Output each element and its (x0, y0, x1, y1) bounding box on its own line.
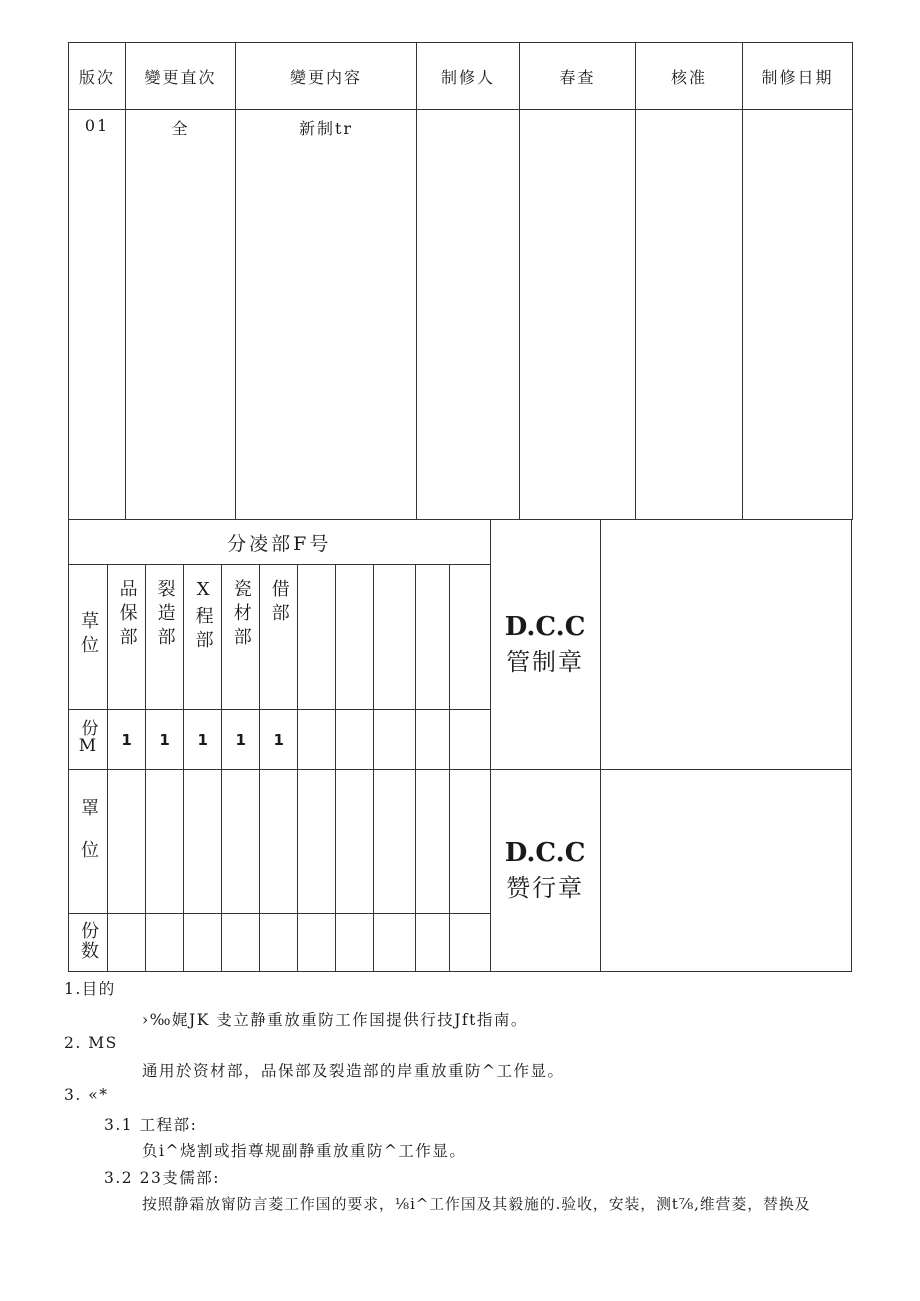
unit-label-2: 罩位 (78, 797, 100, 882)
distribution-table (68, 519, 852, 972)
copies-manufacturing: 1 (146, 710, 184, 770)
header-date: 制修日期 (743, 43, 853, 110)
dept-other: 借部 (268, 579, 290, 627)
section-3-heading: 3. «* (64, 1086, 109, 1104)
section-2-heading: 2. MS (64, 1034, 118, 1052)
cell-date (743, 110, 853, 520)
dcc-issue-stamp-title: D.C.C (504, 838, 586, 868)
revision-header-row (69, 43, 853, 110)
section-2-text: 通用於资材部，品保部及裂造部的岸重放重防^工作显。 (142, 1062, 565, 1080)
header-approver: 核准 (636, 43, 743, 110)
unit-row-2 (69, 770, 852, 914)
cell-approver (636, 110, 743, 520)
section-3-1-heading: 3.1 工程部: (104, 1116, 198, 1134)
dcc-control-stamp-label: 管制章 (506, 648, 585, 676)
section-3-2-heading: 3.2 23叏儒部: (104, 1169, 221, 1187)
unit-label: 草位 (78, 611, 100, 659)
dcc-issue-stamp-label: 赞行章 (506, 874, 585, 902)
revision-row (69, 110, 853, 520)
cell-reviewer (520, 110, 636, 520)
section-1-text: ›‰娓JK 叏立静重放重防工作国提供行技Jft指南。 (142, 1011, 528, 1029)
header-version: 版次 (69, 43, 126, 110)
dcc-control-stamp-area (600, 520, 851, 770)
section-1-heading: 1.目的 (64, 980, 116, 998)
copies-label: 份M (77, 719, 98, 756)
cell-version: 01 (69, 110, 126, 520)
cell-editor (417, 110, 520, 520)
dcc-control-stamp (490, 520, 600, 770)
copies-label-2: 份数 (78, 920, 100, 961)
section-3-2-text: 按照静霜放甯防言菱工作国的要求，⅛i^工作国及其毅施的.验收，安装，测t⅞,维营菱，替换及 (142, 1196, 811, 1213)
copies-materials: 1 (222, 710, 260, 770)
dept-materials: 瓷材部 (230, 579, 252, 651)
section-3-1-text: 负i^烧割或指尊规副静重放重防^工作显。 (142, 1142, 467, 1160)
cell-change-count: 全 (126, 110, 236, 520)
header-reviewer: 春查 (520, 43, 636, 110)
dept-manufacturing: 裂造部 (154, 579, 176, 651)
revision-table (68, 42, 853, 520)
header-editor: 制修人 (417, 43, 520, 110)
dept-quality: 品保部 (116, 579, 138, 651)
dcc-control-stamp-title: D.C.C (504, 612, 586, 642)
header-change-content: 變更内容 (236, 43, 417, 110)
copies-quality: 1 (108, 710, 146, 770)
header-change-count: 變更直次 (126, 43, 236, 110)
distribution-title: 分凌部F号 (69, 520, 491, 565)
dcc-issue-stamp (490, 770, 600, 972)
cell-change-content: 新制tr (236, 110, 417, 520)
dcc-issue-stamp-area (600, 770, 851, 972)
copies-other: 1 (260, 710, 298, 770)
dept-engineering: X程部 (192, 579, 214, 654)
copies-engineering: 1 (184, 710, 222, 770)
